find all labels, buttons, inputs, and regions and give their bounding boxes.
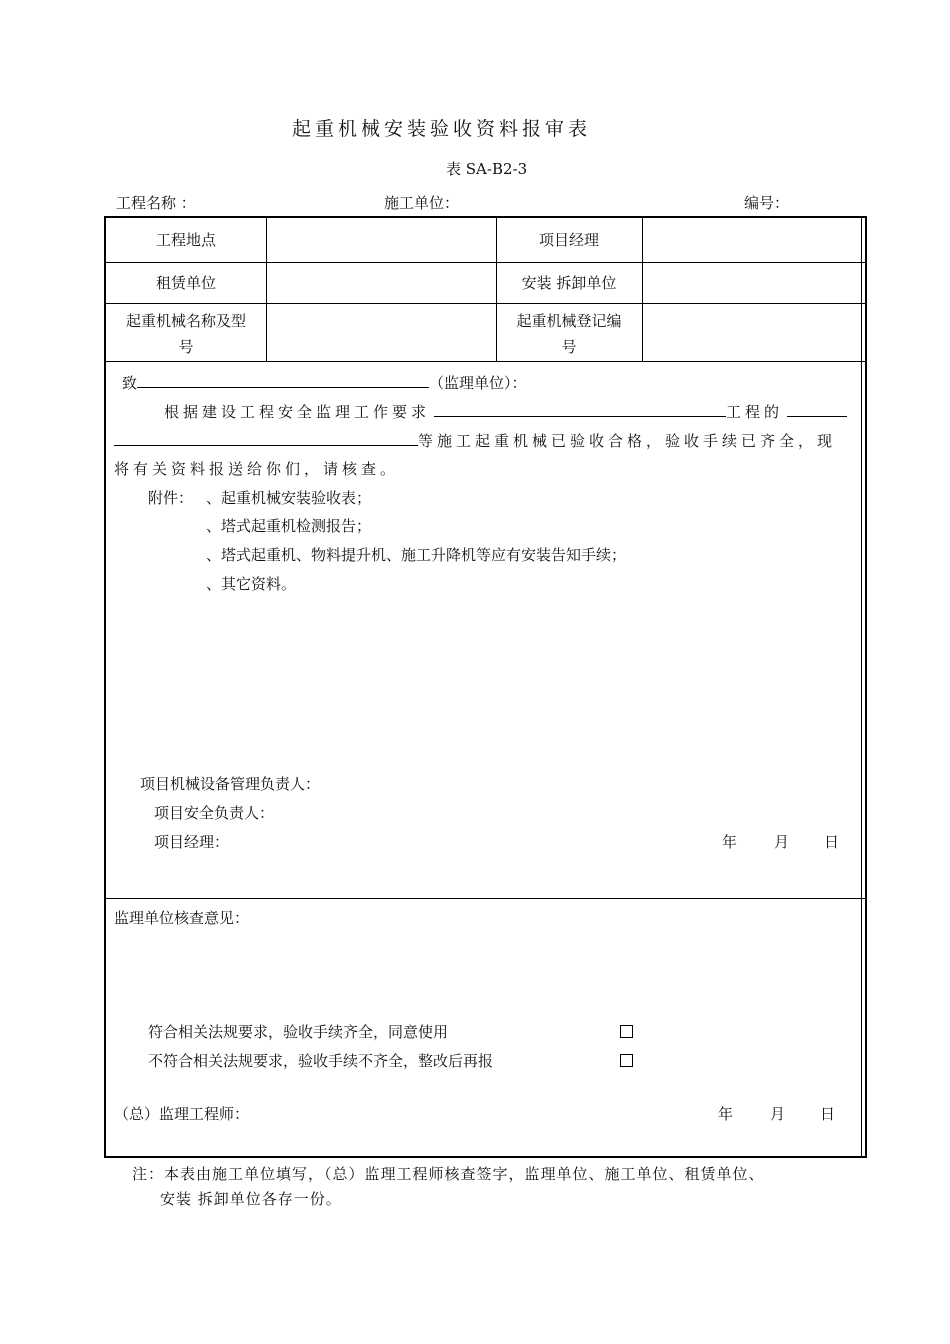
attachment-item: 、塔式起重机、物料提升机、施工升降机等应有安装告知手续； xyxy=(206,546,627,564)
construction-unit-label: 施工单位： xyxy=(384,194,460,212)
project-manager-sign-label: 项目经理： xyxy=(154,833,230,851)
attachment-item: 、其它资料。 xyxy=(206,575,297,593)
attachments-label: 附件： xyxy=(148,489,194,507)
location-label: 工程地点 xyxy=(155,231,216,249)
approve-checkbox[interactable] xyxy=(620,1025,633,1038)
safety-lead-sign-label: 项目安全负责人： xyxy=(154,804,275,822)
form-table xyxy=(104,216,867,1158)
column-divider xyxy=(266,218,267,361)
machine-blank[interactable] xyxy=(787,400,847,417)
request-line-1: 根据建设工程安全监理工作要求 工程的 xyxy=(164,400,847,422)
attachment-item: 、起重机械安装验收表； xyxy=(206,489,372,507)
project-name-label: 工程名称 ： xyxy=(116,194,196,212)
machine-name-label: 起重机械名称及型 号 xyxy=(125,312,246,356)
registration-number-label: 起重机械登记编 号 xyxy=(516,312,622,356)
row-divider xyxy=(106,262,865,263)
review-date-day: 日 xyxy=(820,1105,836,1123)
review-date-month: 月 xyxy=(770,1105,786,1123)
row-divider xyxy=(106,361,865,362)
note-line-2: 安装 拆卸单位各存一份。 xyxy=(160,1190,342,1208)
to-line: 致 （监理单位）： xyxy=(122,371,527,393)
request-line-3: 将有关资料报送给你们，请核查。 xyxy=(114,460,400,478)
request-line-2: 等施工起重机械已验收合格，验收手续已齐全，现 xyxy=(114,429,836,451)
engineer-sign-label: （总）监理工程师： xyxy=(114,1105,250,1123)
review-date-year: 年 xyxy=(718,1105,734,1123)
date-month: 月 xyxy=(774,833,790,851)
machine-manager-sign-label: 项目机械设备管理负责人： xyxy=(140,775,321,793)
row-divider xyxy=(106,303,865,304)
attachment-item: 、塔式起重机检测报告； xyxy=(206,517,372,535)
reject-checkbox[interactable] xyxy=(620,1054,633,1067)
note-line-1: 注：本表由施工单位填写，（总）监理工程师核查签字，监理单位、施工单位、租赁单位、 xyxy=(132,1165,765,1183)
column-divider xyxy=(642,218,643,361)
page-title: 起重机械安装验收资料报审表 xyxy=(292,118,592,140)
number-label: 编号： xyxy=(744,194,790,212)
lease-unit-label: 租赁单位 xyxy=(155,274,216,292)
section-divider xyxy=(106,898,865,899)
review-title: 监理单位核查意见： xyxy=(114,909,250,927)
machine-list-blank[interactable] xyxy=(114,429,418,446)
form-number: 表 SA-B2-3 xyxy=(446,160,528,178)
reject-option-label: 不符合相关法规要求，验收手续不齐全，整改后再报 xyxy=(148,1052,494,1070)
date-day: 日 xyxy=(824,833,840,851)
supervision-unit-blank[interactable] xyxy=(137,371,429,388)
date-year: 年 xyxy=(722,833,738,851)
approve-option-label: 符合相关法规要求，验收手续齐全，同意使用 xyxy=(148,1023,449,1041)
project-manager-label: 项目经理 xyxy=(538,231,599,249)
project-blank[interactable] xyxy=(434,400,726,417)
install-unit-label: 安装 拆卸单位 xyxy=(521,274,617,292)
